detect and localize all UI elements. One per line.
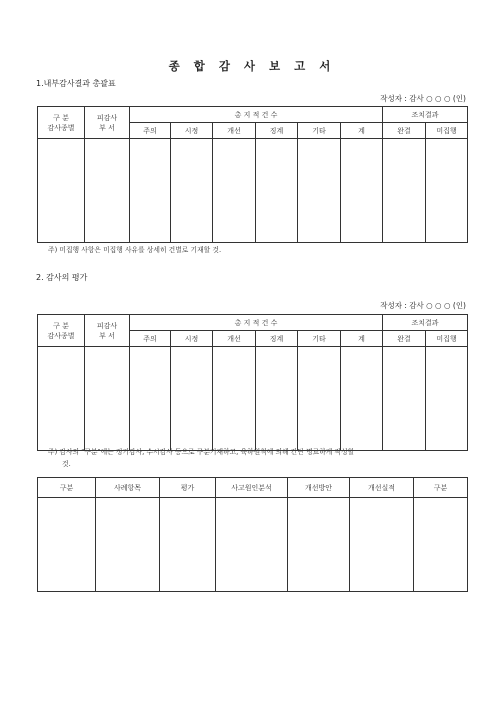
table-cell[interactable]: [426, 347, 468, 451]
header-sub: 개선: [213, 331, 256, 347]
header-sub: 미집행: [426, 123, 468, 139]
table-cell[interactable]: [171, 347, 213, 451]
header-sub: 기타: [298, 123, 341, 139]
table-cell[interactable]: [426, 139, 468, 243]
table-cell[interactable]: [298, 139, 341, 243]
table-cell[interactable]: [130, 139, 171, 243]
header-type: 구 분 감사종별: [38, 107, 85, 139]
table-row: [38, 139, 468, 243]
header-sub: 계: [341, 331, 383, 347]
table-cell[interactable]: [341, 347, 383, 451]
table-cell[interactable]: [38, 347, 85, 451]
header-improvement-result: 개선실적: [350, 478, 414, 498]
note-unexecuted: 주) 미집행 사항은 미집행 사유를 상세히 건별로 기재할 것.: [48, 246, 222, 254]
header-sub: 개선: [213, 123, 256, 139]
table-cell[interactable]: [383, 139, 426, 243]
table-cell[interactable]: [171, 139, 213, 243]
header-sub: 시정: [171, 331, 213, 347]
table-row: [38, 498, 468, 592]
table-cell[interactable]: [160, 498, 216, 592]
header-evaluation: 평가: [160, 478, 216, 498]
header-action-result: 조치결과: [383, 107, 468, 123]
header-category-2: 구분: [414, 478, 468, 498]
header-sub: 미집행: [426, 331, 468, 347]
author-line: 작성자 : 감사 ○ ○ ○ (인): [380, 301, 466, 310]
header-action-result: 조치결과: [383, 315, 468, 331]
evaluation-table: [37, 477, 468, 592]
header-category: 구분: [38, 478, 96, 498]
header-sub: 완결: [383, 123, 426, 139]
section-heading-summary: 1.내부감사결과 총괄표: [36, 79, 116, 88]
table-cell[interactable]: [288, 498, 350, 592]
table-cell[interactable]: [341, 139, 383, 243]
section-heading-evaluation: 2. 감사의 평가: [36, 273, 88, 282]
table-cell[interactable]: [256, 139, 298, 243]
header-sub: 징계: [256, 331, 298, 347]
table-cell[interactable]: [85, 347, 130, 451]
table-cell[interactable]: [85, 139, 130, 243]
header-dept: 피감사 부 서: [85, 107, 130, 139]
table-cell[interactable]: [130, 347, 171, 451]
table-cell[interactable]: [96, 498, 160, 592]
note-category: 주) 감사의 "구분"에는 정기감사, 수시감사 등으로 구분기재하고, 육하원칙에 의해 간단 명료하게 작성할 것.: [48, 448, 355, 468]
table-cell[interactable]: [298, 347, 341, 451]
table-cell[interactable]: [256, 347, 298, 451]
header-sub: 계: [341, 123, 383, 139]
table-cell[interactable]: [38, 139, 85, 243]
table-cell[interactable]: [383, 347, 426, 451]
header-sub: 완결: [383, 331, 426, 347]
header-improvement-plan: 개선방안: [288, 478, 350, 498]
summary-table: [37, 106, 468, 243]
header-sub: 주의: [130, 331, 171, 347]
table-cell[interactable]: [213, 347, 256, 451]
header-cause-analysis: 사고원인분석: [216, 478, 288, 498]
table-cell[interactable]: [38, 498, 96, 592]
header-sub: 주의: [130, 123, 171, 139]
header-sub: 기타: [298, 331, 341, 347]
header-sub: 시정: [171, 123, 213, 139]
table-cell[interactable]: [350, 498, 414, 592]
evaluation-summary-table: [37, 314, 468, 451]
table-cell[interactable]: [216, 498, 288, 592]
header-dept: 피감사 부 서: [85, 315, 130, 347]
author-line: 작성자 : 감사 ○ ○ ○ (인): [380, 94, 466, 103]
page-title: 종 합 감 사 보 고 서: [168, 59, 336, 73]
header-sub: 징계: [256, 123, 298, 139]
table-cell[interactable]: [213, 139, 256, 243]
table-row: [38, 347, 468, 451]
header-type: 구 분 감사종별: [38, 315, 85, 347]
header-total-findings: 총 지 적 건 수: [130, 315, 383, 331]
header-case-item: 사례항목: [96, 478, 160, 498]
table-cell[interactable]: [414, 498, 468, 592]
header-total-findings: 총 지 적 건 수: [130, 107, 383, 123]
